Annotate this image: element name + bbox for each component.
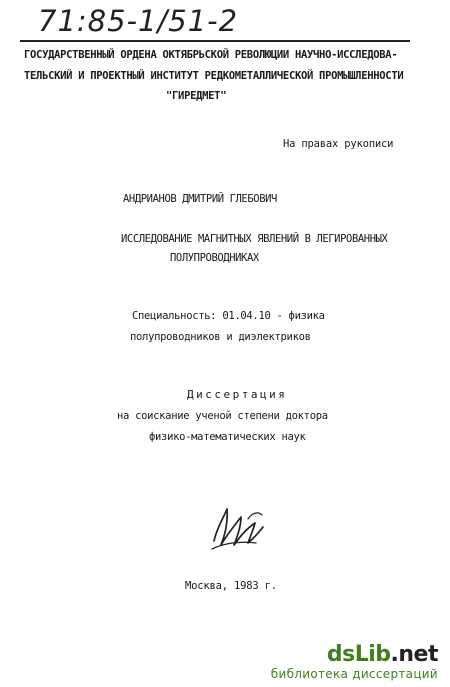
degree-line-2: физико-математических наук — [149, 431, 306, 443]
thesis-title-line-1: ИССЛЕДОВАНИЕ МАГНИТНЫХ ЯВЛЕНИЙ В ЛЕГИРОВАННЫХ — [121, 233, 388, 245]
author-name: АНДРИАНОВ ДМИТРИЙ ГЛЕБОВИЧ — [123, 193, 277, 205]
archive-underline — [20, 40, 410, 42]
watermark-subtitle: библиотека диссертаций — [270, 667, 438, 681]
institute-line-3: "ГИРЕДМЕТ" — [166, 90, 227, 102]
institute-line-2: ТЕЛЬСКИЙ И ПРОЕКТНЫЙ ИНСТИТУТ РЕДКОМЕТАЛЛИЧЕСКОЙ ПРОМЫШЛЕННОСТИ — [24, 70, 404, 82]
thesis-title-line-2: ПОЛУПРОВОДНИКАХ — [170, 252, 259, 264]
document-type: Диссертация — [187, 388, 288, 401]
watermark-logo-tld: .net — [390, 642, 438, 667]
handwritten-signature — [208, 497, 270, 559]
specialty-line-1: Специальность: 01.04.10 - физика — [132, 310, 325, 322]
watermark-logo-main: dsLib — [326, 642, 391, 667]
manuscript-note: На правах рукописи — [283, 138, 394, 150]
city-year: Москва, 1983 г. — [185, 580, 277, 592]
institute-line-1: ГОСУДАРСТВЕННЫЙ ОРДЕНА ОКТЯБРЬСКОЙ РЕВОЛЮЦИИ НАУЧНО-ИССЛЕДОВА- — [24, 49, 398, 61]
archive-number: 71:85-1/51-2 — [38, 4, 239, 38]
watermark — [271, 643, 438, 681]
watermark-logo — [271, 643, 438, 667]
specialty-line-2: полупроводников и диэлектриков — [130, 331, 311, 343]
degree-line-1: на соискание ученой степени доктора — [117, 410, 328, 422]
